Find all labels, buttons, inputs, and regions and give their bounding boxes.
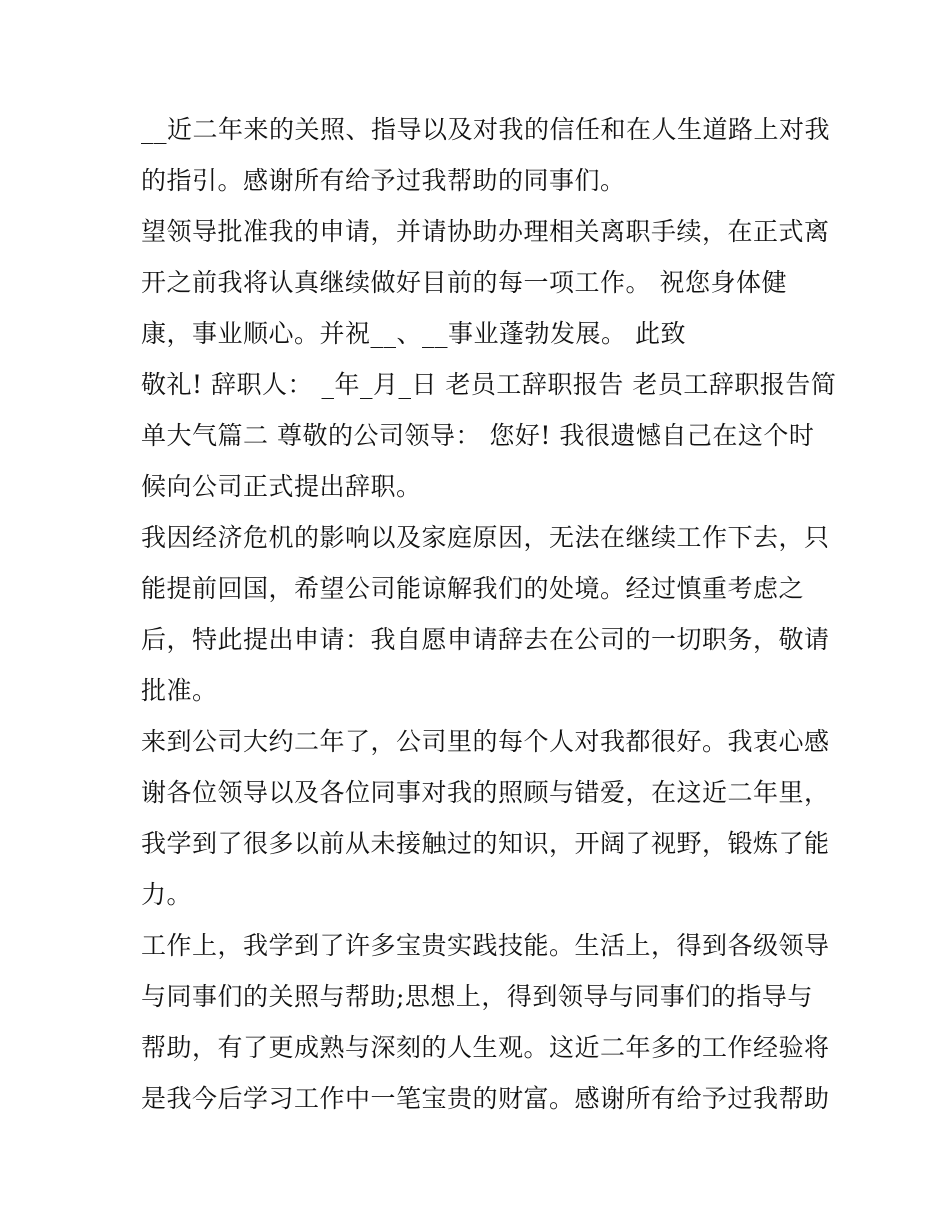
- text-line: 与同事们的关照与帮助;思想上，得到领导与同事们的指导与: [141, 982, 813, 1011]
- text-line: 望领导批准我的申请，并请协助办理相关离职手续，在正式离: [141, 217, 830, 246]
- text-line: 我因经济危机的影响以及家庭原因，无法在继续工作下去，只: [141, 523, 830, 552]
- document-body: [141, 104, 837, 1124]
- text-line: 谢各位领导以及各位同事对我的照顾与错爱，在这近二年里，: [141, 778, 830, 807]
- text-line: 后，特此提出申请：我自愿申请辞去在公司的一切职务，敬请: [141, 625, 830, 654]
- text-line: __近二年来的关照、指导以及对我的信任和在人生道路上对我: [141, 115, 831, 144]
- text-line: 康，事业顺心。并祝__、__事业蓬勃发展。 此致: [141, 319, 686, 348]
- text-line: 力。: [141, 880, 193, 909]
- text-line: 单大气篇二 尊敬的公司领导： 您好! 我很遗憾自己在这个时: [141, 421, 815, 450]
- text-line: 来到公司大约二年了，公司里的每个人对我都很好。我衷心感: [141, 727, 830, 756]
- text-line: 开之前我将认真继续做好目前的每一项工作。 祝您身体健: [141, 268, 787, 297]
- text-line: 批准。: [141, 676, 218, 705]
- text-line: 敬礼! 辞职人： _年_月_日 老员工辞职报告 老员工辞职报告简: [141, 370, 837, 399]
- text-line: 帮助，有了更成熟与深刻的人生观。这近二年多的工作经验将: [141, 1033, 830, 1062]
- text-line: 我学到了很多以前从未接触过的知识，开阔了视野，锻炼了能: [141, 829, 830, 858]
- text-line: 的指引。感谢所有给予过我帮助的同事们。: [141, 166, 626, 195]
- text-line: 能提前回国，希望公司能谅解我们的处境。经过慎重考虑之: [141, 574, 805, 603]
- text-line: 是我今后学习工作中一笔宝贵的财富。感谢所有给予过我帮助: [141, 1084, 830, 1113]
- text-line: 工作上，我学到了许多宝贵实践技能。生活上，得到各级领导: [141, 931, 830, 960]
- text-line: 候向公司正式提出辞职。: [141, 472, 422, 501]
